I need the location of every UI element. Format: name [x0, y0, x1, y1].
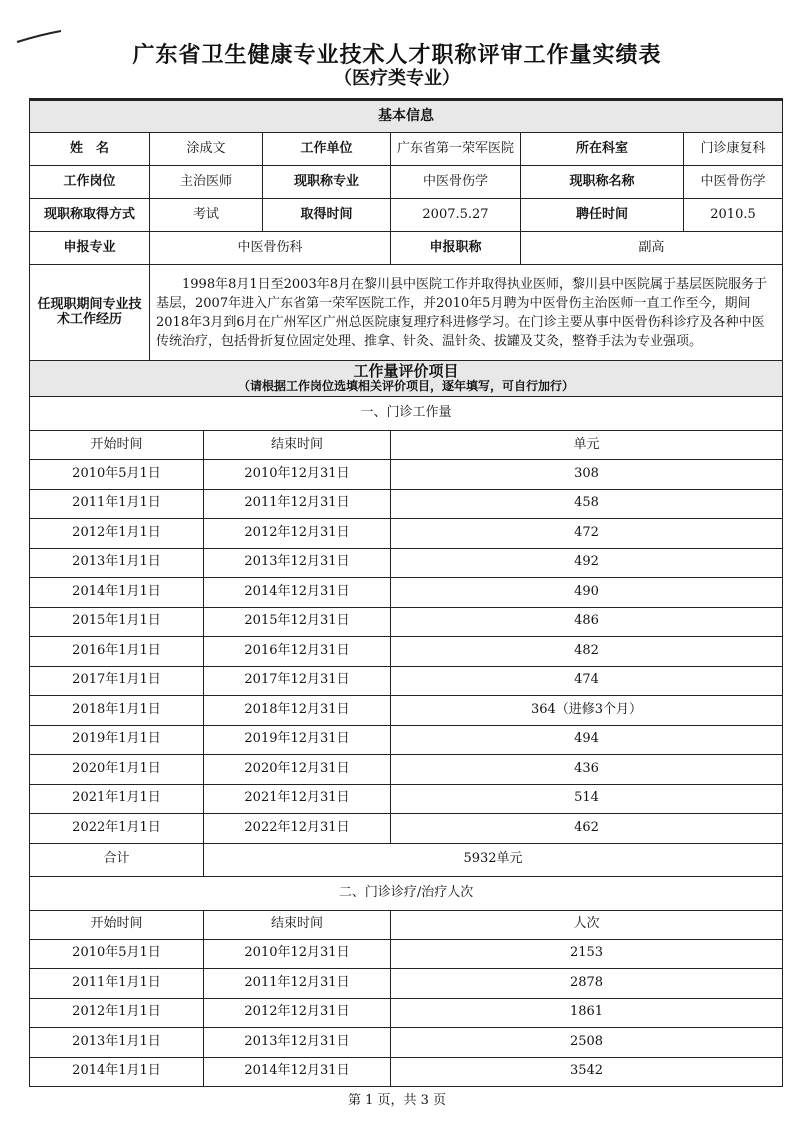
- table-row: [30, 548, 783, 578]
- start-date-cell: 2022年1月1日: [30, 814, 204, 844]
- value-cell: 474: [391, 666, 783, 696]
- section1-title: 一、门诊工作量: [30, 397, 783, 431]
- start-date-cell: 2016年1月1日: [30, 637, 204, 667]
- table-row: [30, 696, 783, 726]
- value-cell: 494: [391, 725, 783, 755]
- start-date-cell: 2013年1月1日: [30, 548, 204, 578]
- end-date-cell: 2012年12月31日: [204, 519, 391, 549]
- table-row: [30, 666, 783, 696]
- value-cell: 482: [391, 637, 783, 667]
- section1-col-end: 结束时间: [204, 431, 391, 460]
- value-cell: 308: [391, 460, 783, 490]
- section1-total-value: 5932单元: [204, 843, 783, 876]
- end-date-cell: 2014年12月31日: [204, 578, 391, 608]
- start-date-cell: 2011年1月1日: [30, 969, 204, 999]
- start-date-cell: 2021年1月1日: [30, 784, 204, 814]
- obtain-time-value: 2007.5.27: [391, 199, 521, 232]
- value-cell: 458: [391, 489, 783, 519]
- start-date-cell: 2018年1月1日: [30, 696, 204, 726]
- obtain-method-label: 现职称取得方式: [30, 199, 150, 232]
- end-date-cell: 2015年12月31日: [204, 607, 391, 637]
- start-date-cell: 2010年5月1日: [30, 460, 204, 490]
- section2-col-start: 开始时间: [30, 910, 204, 939]
- end-date-cell: 2010年12月31日: [204, 939, 391, 969]
- position-label: 工作岗位: [30, 166, 150, 199]
- start-date-cell: 2014年1月1日: [30, 578, 204, 608]
- major-label: 现职称专业: [263, 166, 391, 199]
- page-footer: 第 1 页，共 3 页: [347, 1093, 447, 1108]
- end-date-cell: 2016年12月31日: [204, 637, 391, 667]
- end-date-cell: 2011年12月31日: [204, 489, 391, 519]
- start-date-cell: 2017年1月1日: [30, 666, 204, 696]
- major-value: 中医骨伤学: [391, 166, 521, 199]
- evaluation-title: 工作量评价项目: [353, 361, 459, 380]
- start-date-cell: 2019年1月1日: [30, 725, 204, 755]
- obtain-time-label: 取得时间: [263, 199, 391, 232]
- table-row: [30, 489, 783, 519]
- table-row: [30, 725, 783, 755]
- workload-table: [29, 98, 783, 1087]
- unit-label: 工作单位: [263, 133, 391, 166]
- evaluation-header: [30, 361, 783, 397]
- start-date-cell: 2020年1月1日: [30, 755, 204, 785]
- value-cell: 492: [391, 548, 783, 578]
- value-cell: 490: [391, 578, 783, 608]
- dept-label: 所在科室: [521, 133, 684, 166]
- end-date-cell: 2017年12月31日: [204, 666, 391, 696]
- end-date-cell: 2021年12月31日: [204, 784, 391, 814]
- value-cell: 436: [391, 755, 783, 785]
- position-value: 主治医师: [150, 166, 263, 199]
- table-row: [30, 519, 783, 549]
- section2-title: 二、门诊诊疗/治疗人次: [30, 876, 783, 910]
- table-row: [30, 607, 783, 637]
- name-label: 姓 名: [30, 133, 150, 166]
- end-date-cell: 2011年12月31日: [204, 969, 391, 999]
- section2-col-value: 人次: [391, 910, 783, 939]
- value-cell: 2153: [391, 939, 783, 969]
- end-date-cell: 2012年12月31日: [204, 998, 391, 1028]
- table-row: [30, 814, 783, 844]
- experience-text: 1998年8月1日至2003年8月在黎川县中医院工作并取得执业医师，黎川县中医院属于基层医院服务于基层，2007年进入广东省第一荣军医院工作，并2010年5月聘为中医骨伤主治医师一直工作至今，期间2018年3月到6月在广州军区广州总医院康复理疗科进修学习。在门诊主要从事中医骨伤科诊疗及各种中医传统治疗，包括骨折复位固定处理、推拿、针灸、温针灸、拔罐及艾灸，整脊手法为专业强项。: [150, 265, 783, 361]
- evaluation-note: （请根据工作岗位选填相关评价项目，逐年填写，可自行加行）: [238, 379, 575, 394]
- end-date-cell: 2019年12月31日: [204, 725, 391, 755]
- table-row: [30, 1057, 783, 1087]
- table-row: [30, 939, 783, 969]
- value-cell: 486: [391, 607, 783, 637]
- start-date-cell: 2012年1月1日: [30, 998, 204, 1028]
- value-cell: 1861: [391, 998, 783, 1028]
- apply-major-label: 申报专业: [30, 232, 150, 265]
- table-row: [30, 578, 783, 608]
- unit-value: 广东省第一荣军医院: [391, 133, 521, 166]
- experience-label: 任现职期间专业技术工作经历: [30, 265, 150, 361]
- table-row: [30, 1028, 783, 1058]
- table-row: [30, 969, 783, 999]
- value-cell: 2878: [391, 969, 783, 999]
- apply-title-value: 副高: [521, 232, 783, 265]
- start-date-cell: 2013年1月1日: [30, 1028, 204, 1058]
- start-date-cell: 2014年1月1日: [30, 1057, 204, 1087]
- value-cell: 472: [391, 519, 783, 549]
- end-date-cell: 2013年12月31日: [204, 1028, 391, 1058]
- table-row: [30, 755, 783, 785]
- document-title: 广东省卫生健康专业技术人才职称评审工作量实绩表: [132, 43, 662, 68]
- section1-col-start: 开始时间: [30, 431, 204, 460]
- end-date-cell: 2014年12月31日: [204, 1057, 391, 1087]
- end-date-cell: 2013年12月31日: [204, 548, 391, 578]
- document-subtitle: （医疗类专业）: [334, 68, 460, 89]
- end-date-cell: 2020年12月31日: [204, 755, 391, 785]
- table-row: [30, 460, 783, 490]
- basic-info-header: 基本信息: [30, 100, 783, 133]
- apply-major-value: 中医骨伤科: [150, 232, 391, 265]
- table-row: [30, 998, 783, 1028]
- table-row: [30, 784, 783, 814]
- value-cell: 364（进修3个月）: [391, 696, 783, 726]
- section1-col-value: 单元: [391, 431, 783, 460]
- end-date-cell: 2018年12月31日: [204, 696, 391, 726]
- value-cell: 514: [391, 784, 783, 814]
- end-date-cell: 2010年12月31日: [204, 460, 391, 490]
- hire-time-value: 2010.5: [684, 199, 783, 232]
- section2-col-end: 结束时间: [204, 910, 391, 939]
- value-cell: 462: [391, 814, 783, 844]
- hire-time-label: 聘任时间: [521, 199, 684, 232]
- section1-total-label: 合计: [30, 843, 204, 876]
- start-date-cell: 2015年1月1日: [30, 607, 204, 637]
- end-date-cell: 2022年12月31日: [204, 814, 391, 844]
- value-cell: 3542: [391, 1057, 783, 1087]
- table-row: [30, 637, 783, 667]
- apply-title-label: 申报职称: [391, 232, 521, 265]
- obtain-method-value: 考试: [150, 199, 263, 232]
- value-cell: 2508: [391, 1028, 783, 1058]
- start-date-cell: 2011年1月1日: [30, 489, 204, 519]
- start-date-cell: 2010年5月1日: [30, 939, 204, 969]
- dept-value: 门诊康复科: [684, 133, 783, 166]
- title-name-label: 现职称名称: [521, 166, 684, 199]
- name-value: 涂成文: [150, 133, 263, 166]
- start-date-cell: 2012年1月1日: [30, 519, 204, 549]
- title-name-value: 中医骨伤学: [684, 166, 783, 199]
